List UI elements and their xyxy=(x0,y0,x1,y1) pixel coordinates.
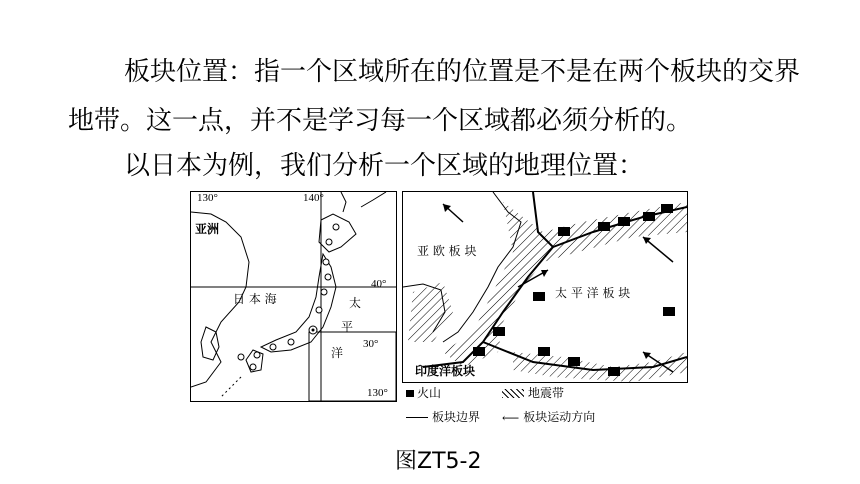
japan-map-drawing xyxy=(191,192,396,401)
coord-30: 30° xyxy=(363,338,379,350)
legend-boundary-label: 板块边界 xyxy=(432,410,481,424)
coord-130-top: 130° xyxy=(197,192,218,204)
direction-arrow-icon: ⟵ xyxy=(502,410,520,425)
seismic-hatch-icon xyxy=(502,389,524,398)
legend-seismic xyxy=(502,384,564,401)
coord-140-top: 140° xyxy=(303,192,324,204)
plate-boundary-map xyxy=(402,191,688,383)
japan-location-map xyxy=(190,191,397,402)
legend-volcano xyxy=(406,384,441,401)
label-pacific-1: 太 xyxy=(349,296,362,310)
coord-130-bottom: 130° xyxy=(367,387,388,399)
label-eurasian-plate: 亚 欧 板 块 xyxy=(417,244,477,258)
legend-boundary xyxy=(406,408,480,425)
paragraph-intro: 以日本为例，我们分析一个区域的地理位置： xyxy=(124,151,645,181)
legend-seismic-label: 地震带 xyxy=(528,386,565,400)
label-sea-of-japan: 日 本 海 xyxy=(233,292,277,306)
label-indian-plate: 印度洋板块 xyxy=(415,364,476,378)
plate-map-drawing xyxy=(403,192,687,382)
label-pacific-2: 平 xyxy=(341,320,354,334)
legend-volcano-label: 火山 xyxy=(417,386,442,400)
coord-40: 40° xyxy=(371,278,387,290)
label-asia: 亚洲 xyxy=(195,222,220,236)
paragraph-line-1: 板块位置：指一个区域所在的位置是不是在两个板块的交界 xyxy=(124,57,801,87)
figure-caption: 图ZT5-2 xyxy=(395,449,482,474)
label-pacific-plate: 太 平 洋 板 块 xyxy=(555,286,631,300)
paragraph-line-2: 地带。这一点，并不是学习每一个区域都必须分析的。 xyxy=(68,106,693,136)
legend-direction xyxy=(502,408,595,425)
label-pacific-3: 洋 xyxy=(331,346,344,360)
legend-direction-label: 板块运动方向 xyxy=(523,410,596,424)
boundary-line-icon xyxy=(406,417,428,418)
volcano-symbol-icon xyxy=(406,390,414,397)
